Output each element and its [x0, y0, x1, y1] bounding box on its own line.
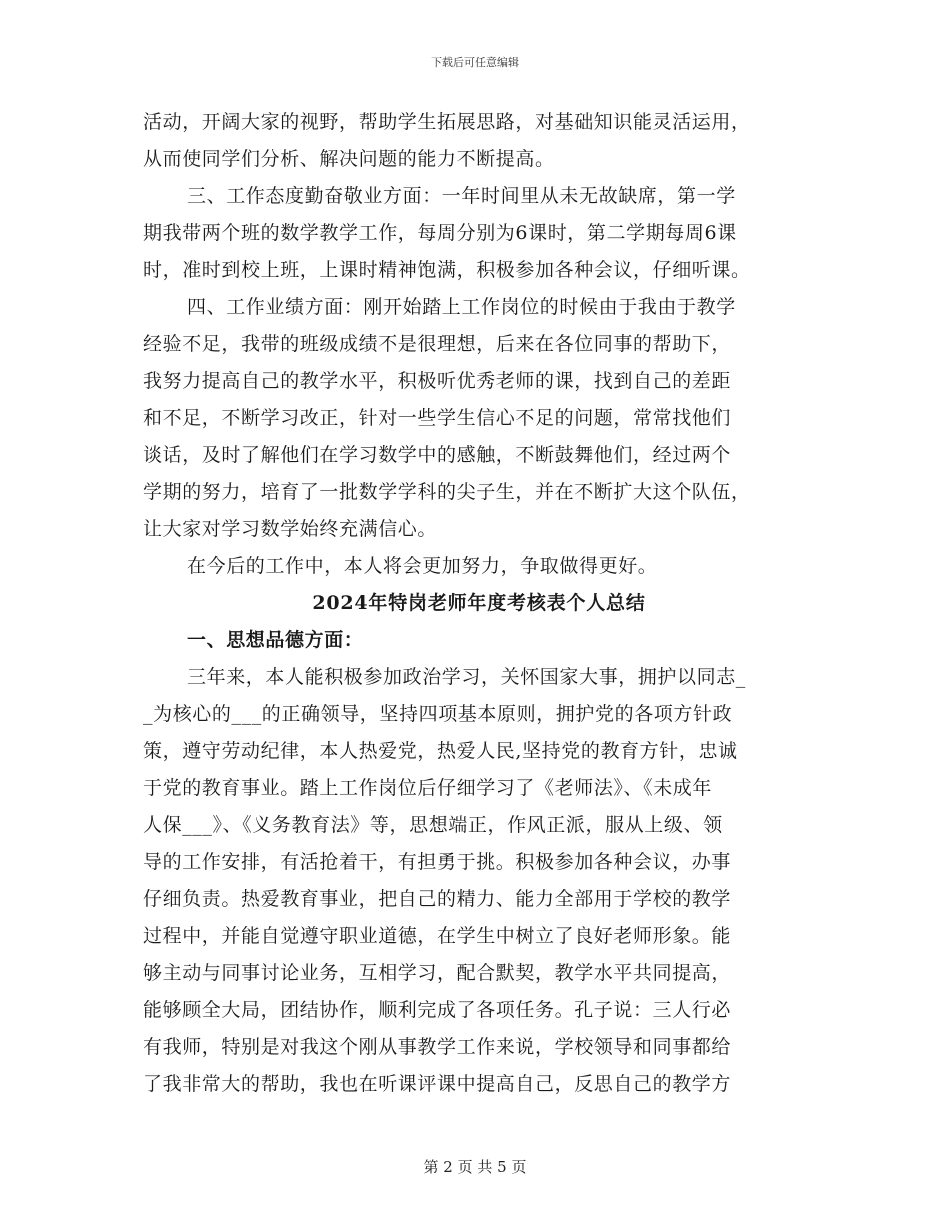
text-line: 从而使同学们分析、解决问题的能力不断提高。: [143, 148, 555, 170]
text-line: 和不足，不断学习改正，针对一些学生信心不足的问题，常常找他们: [143, 407, 732, 429]
text-line: 谈话，及时了解他们在学习数学中的感触，不断鼓舞他们，经过两个: [143, 444, 732, 466]
text-line: 人保___》、《义务教育法》等，思想端正，作风正派，服从上级、领: [143, 814, 723, 836]
text-line: 导的工作安排，有活抢着干，有担勇于挑。积极参加各种会议，办事: [143, 851, 732, 873]
text-line: 策，遵守劳动纪律，本人热爱党，热爱人民,坚持党的教育方针，忠诚: [143, 740, 738, 762]
document-body: [143, 104, 803, 1103]
text-line: 仔细负责。热爱教育事业，把自己的精力、能力全部用于学校的教学: [143, 888, 732, 910]
text-line: 活动，开阔大家的视野，帮助学生拓展思路，对基础知识能灵活运用，: [143, 111, 751, 133]
text-line: 四、工作业绩方面：刚开始踏上工作岗位的时候由于我由于教学: [187, 296, 736, 318]
text-line: 三、工作态度勤奋敬业方面：一年时间里从未无故缺席，第一学: [187, 185, 736, 207]
text-line: 让大家对学习数学始终充满信心。: [143, 518, 438, 540]
text-line: 在今后的工作中，本人将会更加努力，争取做得更好。: [187, 555, 658, 577]
text-line: 我努力提高自己的教学水平，积极听优秀老师的课，找到自己的差距: [143, 370, 732, 392]
text-line: _为核心的___的正确领导，坚持四项基本原则，拥护党的各项方针政: [143, 703, 733, 725]
text-line: 学期的努力，培育了一批数学学科的尖子生，并在不断扩大这个队伍，: [143, 481, 751, 503]
text-line: 能够顾全大局，团结协作，顺利完成了各项任务。孔子说：三人行必: [143, 999, 732, 1021]
text-line: 时，准时到校上班，上课时精神饱满，积极参加各种会议，仔细听课。: [143, 259, 751, 281]
text-line: 期我带两个班的数学教学工作，每周分别为6课时，第二学期每周6课: [143, 222, 737, 244]
text-line: 经验不足，我带的班级成绩不是很理想，后来在各位同事的帮助下，: [143, 333, 732, 355]
text-line: 够主动与同事讨论业务，互相学习，配合默契，教学水平共同提高，: [143, 962, 732, 984]
text-line: 有我师，特别是对我这个刚从事教学工作来说，学校领导和同事都给: [143, 1036, 732, 1058]
page-header: 下载后可任意编辑: [431, 56, 519, 69]
text-line: 了我非常大的帮助，我也在听课评课中提高自己，反思自己的教学方: [143, 1073, 732, 1095]
text-line: 过程中，并能自觉遵守职业道德，在学生中树立了良好老师形象。能: [143, 925, 732, 947]
text-line: 三年来，本人能积极参加政治学习，关怀国家大事，拥护以同志_: [187, 666, 746, 688]
document-title: 2024年特岗老师年度考核表个人总结: [312, 592, 646, 614]
text-line: 于党的教育事业。踏上工作岗位后仔细学习了《老师法》、《未成年: [143, 777, 713, 799]
page-number-footer: 第 2 页 共 5 页: [423, 1158, 527, 1176]
section-heading: 一、思想品德方面：: [187, 629, 364, 651]
